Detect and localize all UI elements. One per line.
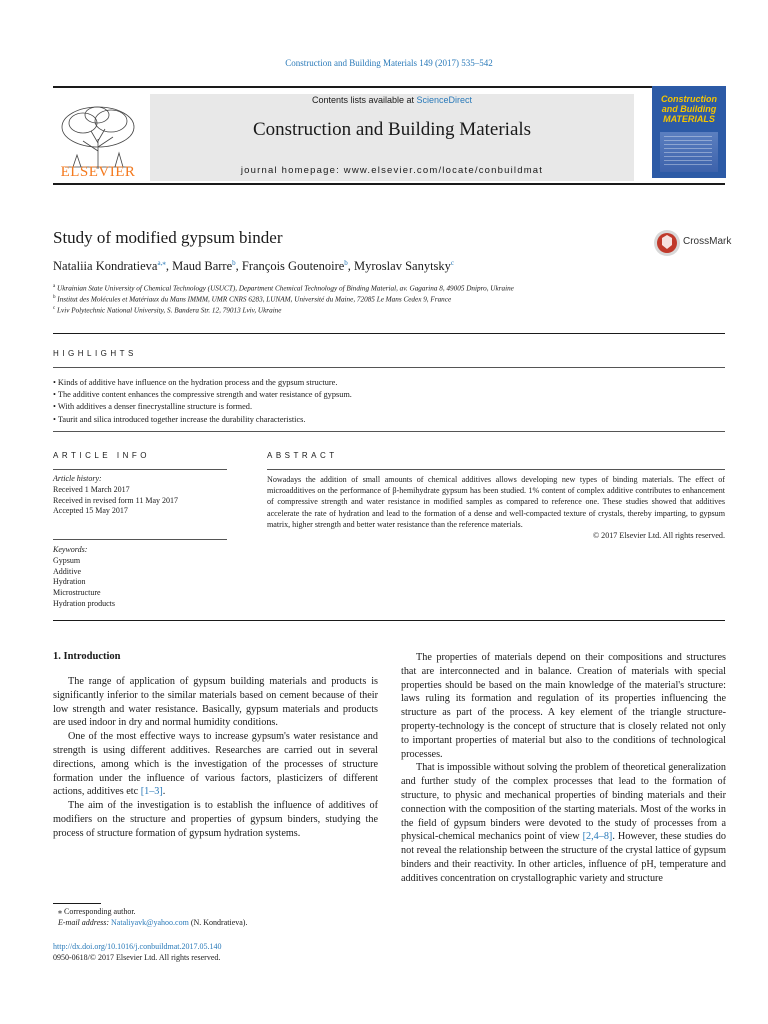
article-info-heading: ARTICLE INFO — [53, 451, 150, 460]
paragraph: The properties of materials depend on their compositions and structures that are interconnected and in balance. Creation of materials with special properties should be based on the main knowledge of the material's structure: laws ruling its formation and regulation of its properties influencing the structure as part of the process. A key element of the triangle structure-property-technology is the concept of structure that is closely related not only to important properties of material but also to the conditions of technological processes. — [401, 652, 726, 760]
paragraph-text: One of the most effective ways to increase gypsum's water resistance and strength is using different additives. Researches are carried out in several directions, among which is the investigation of the processes of structure formation under the influence of various factors, plasticizers of different actions, additives etc — [53, 731, 378, 798]
crossmark-icon — [653, 229, 681, 257]
divider — [53, 539, 227, 540]
sciencedirect-link[interactable]: ScienceDirect — [416, 95, 473, 105]
divider — [53, 431, 725, 432]
abstract-text — [267, 474, 725, 541]
reference-link[interactable]: [1–3] — [140, 786, 163, 798]
keyword[interactable]: Gypsum — [53, 555, 81, 565]
abstract-heading: ABSTRACT — [267, 451, 338, 460]
doi-link[interactable]: http://dx.doi.org/10.1016/j.conbuildmat.2017.05.140 — [53, 942, 222, 951]
affiliation — [53, 306, 281, 314]
highlight-item: • Taurit and silica introduced together increase the durability characteristics. — [53, 414, 725, 426]
paragraph: The aim of the investigation is to establish the influence of additives of modifiers on the structure and properties of gypsum binders, studying the process of structure formation of gypsum hydration systems. — [53, 800, 378, 839]
keyword[interactable]: Hydration products — [53, 598, 115, 608]
cover-title: Construction and Building MATERIALS — [661, 94, 717, 124]
paragraph-text: . — [162, 786, 166, 798]
section-title-introduction: 1. Introduction — [53, 651, 121, 662]
paragraph — [401, 761, 726, 885]
author-affiliation-marker[interactable]: c — [450, 259, 455, 267]
paper-title: Study of modified gypsum binder — [53, 228, 283, 247]
author-list — [53, 259, 454, 274]
affiliation-text: Lviv Polytechnic National University, S. Bandera Str. 12, 79013 Lviv, Ukraine — [57, 306, 282, 315]
issn-copyright: 0950-0618/© 2017 Elsevier Ltd. All rights reserved. — [53, 953, 221, 962]
paragraph — [53, 730, 378, 799]
highlights-heading: HIGHLIGHTS — [53, 349, 137, 358]
email-link[interactable]: Nataliyavk@yahoo.com — [111, 918, 189, 927]
paragraph-text: That is impossible without solving the problem of theoretical generalization and further study of the complex processes that lead to the formation of structure, to physic and mechanical properties of binding materials and their connection with the composition of the starting materials. Most of the works in the field of gypsum binders were devoted to the study of processes from a physical-chemical mechanics point of view — [401, 762, 726, 843]
publisher-name: ELSEVIER — [60, 164, 136, 180]
corresponding-author-note: ⁎ Corresponding author. — [58, 907, 136, 916]
email-label: E-mail address: — [58, 918, 112, 927]
journal-cover-image — [652, 86, 726, 178]
author-name[interactable]: François Goutenoire — [241, 259, 345, 274]
author-affiliation-marker[interactable]: b — [232, 259, 236, 267]
keyword[interactable]: Additive — [53, 566, 81, 576]
highlights-list — [53, 377, 725, 426]
affiliation-text: Institut des Molécules et Matériaux du Mans IMMM, UMR CNRS 6283, LUNAM, Université du Maine, 72085 Le Mans Cedex 9, France — [57, 295, 452, 304]
author-affiliation-marker[interactable]: b — [344, 259, 348, 267]
author-separator: , — [347, 259, 355, 274]
crossmark-label: CrossMark — [683, 236, 732, 247]
author-affiliation-marker[interactable]: a,⁎ — [157, 259, 166, 267]
author-name[interactable]: Maud Barre — [172, 259, 233, 274]
affiliation — [53, 284, 514, 292]
contents-line — [150, 95, 634, 105]
journal-homepage[interactable]: journal homepage: www.elsevier.com/locate/conbuildmat — [240, 165, 544, 176]
abstract-copyright: © 2017 Elsevier Ltd. All rights reserved. — [592, 531, 725, 541]
left-column — [53, 675, 378, 841]
crossmark-badge[interactable] — [653, 229, 732, 259]
paragraph-text: . However, these studies do not reveal the relationship between the structure of the crystal lattice of gypsum binders and their reactivity. In other articles, influence of pH, temperature and additives concentration on crystallographic variety and structure — [401, 831, 726, 884]
history-entry: Received 1 March 2017 — [53, 484, 130, 494]
cover-lines — [664, 136, 712, 166]
history-label: Article history: — [53, 474, 102, 483]
author-name[interactable]: Myroslav Sanytsky — [354, 259, 451, 274]
footnote-rule — [53, 903, 101, 904]
author-separator: , — [165, 259, 173, 274]
highlight-item: • The additive content enhances the compressive strength and water resistance of gypsum. — [53, 389, 725, 401]
divider — [53, 469, 227, 470]
affiliation — [53, 295, 451, 303]
affiliation-text: Ukrainian State University of Chemical Technology (USUCT), Department Chemical Technology of Binding Material, av. Gagarina 8, 49005 Dnipro, Ukraine — [57, 284, 514, 293]
highlight-item: • Kinds of additive have influence on the hydration process and the gypsum structure. — [53, 377, 725, 389]
divider — [53, 367, 725, 368]
affiliation-key: c — [53, 306, 56, 311]
contents-prefix: Contents lists available at — [311, 95, 417, 105]
journal-citation-link[interactable]: Construction and Building Materials 149 (2017) 535–542 — [285, 58, 493, 68]
abstract-body: Nowadays the addition of small amounts of chemical additives allows developing new types of binding materials. The effect of microadditives on the performance of β-hemihydrate gypsum has been studied. 1% content of complex additive contributes to enhancement of compressive strength and water resistance in modified samples as compared to reference one. These studies showed that additives accelerate the rate of hydration and lead to the formation of a dense and well-compacted texture of crystals, thereby imparting, to gypsum matrix, higher strength and better water resistance than the reference materials. — [267, 475, 725, 529]
article-history — [53, 474, 233, 517]
keyword[interactable]: Hydration — [53, 577, 86, 587]
affiliation-key: b — [53, 295, 56, 300]
keywords-block — [53, 545, 233, 610]
header-top-rule — [53, 86, 725, 88]
keywords-label: Keywords: — [53, 545, 88, 554]
history-entry: Accepted 15 May 2017 — [53, 506, 128, 516]
history-entry: Received in revised form 11 May 2017 — [53, 495, 179, 505]
email-note — [58, 917, 247, 928]
divider — [53, 620, 725, 621]
right-column — [401, 651, 726, 886]
paragraph: The range of application of gypsum building materials and products is significantly inferior to the similar materials based on cement because of their low strength and water resistance. Basically, gypsum materials and products are used indoor in dry and normal humidity conditions. — [53, 676, 378, 729]
email-owner: (N. Kondratieva). — [188, 918, 248, 927]
journal-title: Construction and Building Materials — [252, 119, 532, 140]
reference-link[interactable]: [2,4–8] — [582, 831, 613, 843]
header-bottom-rule — [53, 183, 725, 185]
author-name[interactable]: Nataliia Kondratieva — [53, 259, 158, 274]
divider — [53, 333, 725, 334]
affiliation-key: a — [53, 284, 56, 289]
keyword[interactable]: Microstructure — [53, 588, 101, 598]
highlight-item: • With additives a denser finecrystalline structure is formed. — [53, 401, 725, 413]
author-separator: , — [235, 259, 242, 274]
divider — [267, 469, 725, 470]
